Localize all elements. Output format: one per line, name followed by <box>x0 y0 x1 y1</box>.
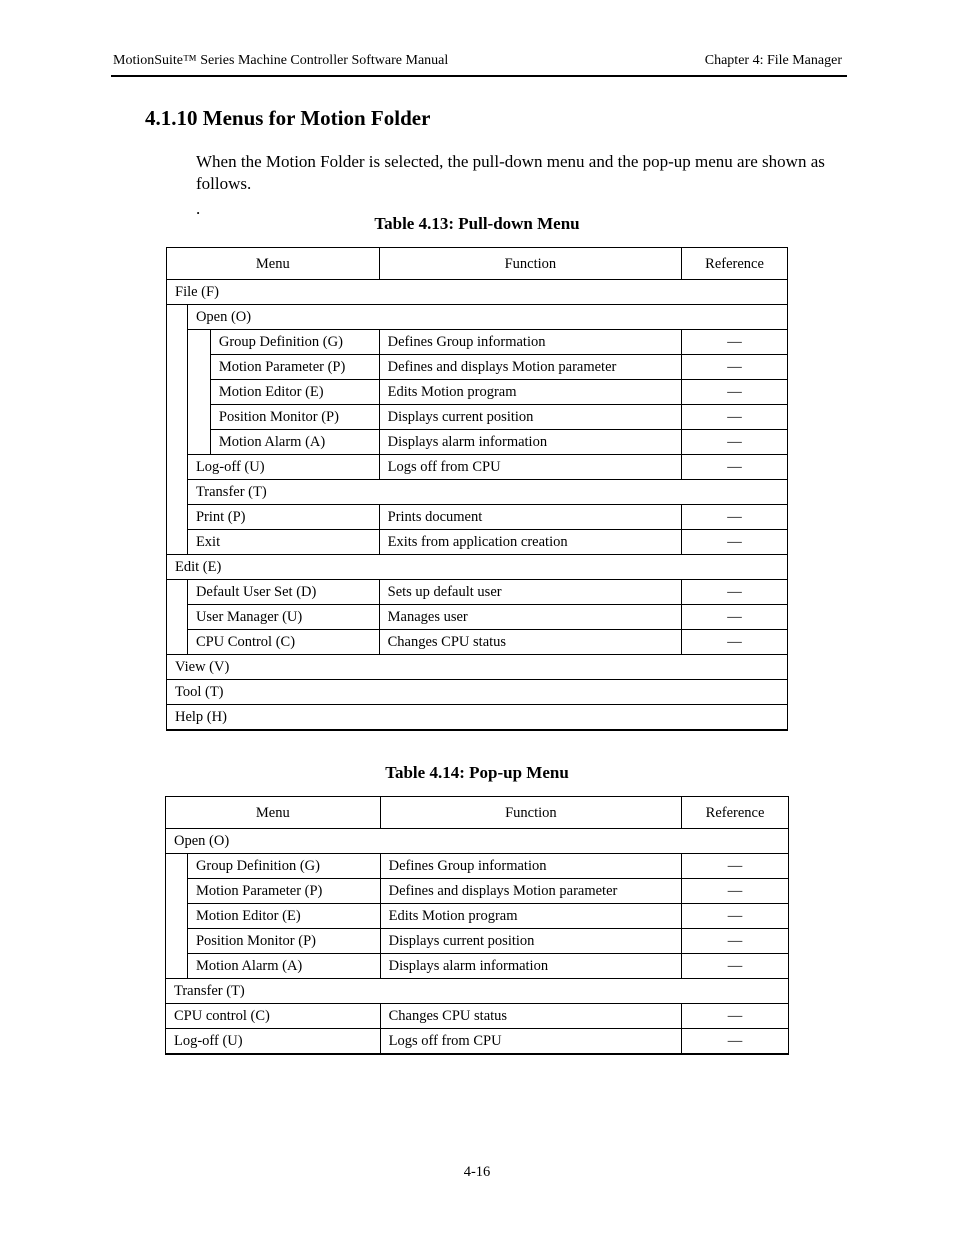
menu-item-label: Motion Editor (E) <box>210 380 379 405</box>
menu-function: Edits Motion program <box>379 380 681 405</box>
menu-group-label: Open (O) <box>166 829 789 854</box>
menu-group-label: Transfer (T) <box>166 979 789 1004</box>
menu-reference: — <box>682 630 788 655</box>
menu-function: Displays current position <box>380 929 681 954</box>
menu-reference: — <box>682 1029 789 1055</box>
indent-spacer <box>167 305 188 555</box>
menu-function: Prints document <box>379 505 681 530</box>
menu-item-label: Motion Parameter (P) <box>187 879 380 904</box>
menu-function: Logs off from CPU <box>379 455 681 480</box>
intro-paragraph: When the Motion Folder is selected, the pull-down menu and the pop-up menu are shown as follows. <box>196 152 825 193</box>
column-header: Menu <box>166 797 381 829</box>
menu-reference: — <box>682 455 788 480</box>
menu-group-label: Tool (T) <box>167 680 788 705</box>
table-row <box>167 655 788 680</box>
table-row <box>167 355 788 380</box>
table-row <box>167 530 788 555</box>
menu-reference: — <box>682 430 788 455</box>
menu-item-label: Motion Alarm (A) <box>210 430 379 455</box>
menu-reference: — <box>682 954 789 979</box>
menu-reference: — <box>682 505 788 530</box>
menu-function: Changes CPU status <box>380 1004 681 1029</box>
table-row <box>167 455 788 480</box>
column-header: Function <box>380 797 681 829</box>
menu-reference: — <box>682 854 789 879</box>
page-header <box>111 51 847 77</box>
menu-group-label: Transfer (T) <box>187 480 787 505</box>
menu-item-label: Motion Editor (E) <box>187 904 380 929</box>
table-row <box>166 954 789 979</box>
menu-group-label: Help (H) <box>167 705 788 731</box>
menu-item-label: Exit <box>187 530 379 555</box>
menu-group-label: File (F) <box>167 280 788 305</box>
section-title: 4.1.10 Menus for Motion Folder <box>145 106 431 130</box>
page-number: 4-16 <box>463 1164 491 1180</box>
table-header-row <box>167 248 788 280</box>
menu-function: Defines Group information <box>380 854 681 879</box>
table-row <box>167 280 788 305</box>
menu-item-label: Log-off (U) <box>166 1029 381 1055</box>
column-header: Reference <box>682 248 788 280</box>
menu-item-label: Position Monitor (P) <box>210 405 379 430</box>
column-header: Menu <box>167 248 380 280</box>
table-row <box>166 1004 789 1029</box>
column-header: Function <box>379 248 681 280</box>
menu-function: Logs off from CPU <box>380 1029 681 1055</box>
chapter-title: Chapter 4: File Manager <box>704 53 842 68</box>
table-row <box>167 505 788 530</box>
menu-group-label: Edit (E) <box>167 555 788 580</box>
manual-title: MotionSuite™ Series Machine Controller Software Manual <box>113 53 449 68</box>
pop-up-menu-table <box>165 796 789 1055</box>
table-row <box>166 929 789 954</box>
menu-function: Changes CPU status <box>379 630 681 655</box>
menu-reference: — <box>682 530 788 555</box>
table-row <box>167 555 788 580</box>
menu-reference: — <box>682 405 788 430</box>
table-row <box>167 605 788 630</box>
menu-item-label: Print (P) <box>187 505 379 530</box>
table-row <box>167 580 788 605</box>
menu-item-label: CPU control (C) <box>166 1004 381 1029</box>
table-row <box>167 305 788 330</box>
table-row <box>166 1029 789 1055</box>
menu-group-label: Open (O) <box>187 305 787 330</box>
table-row <box>167 630 788 655</box>
menu-function: Displays current position <box>379 405 681 430</box>
table-header-row <box>166 797 789 829</box>
menu-function: Displays alarm information <box>379 430 681 455</box>
indent-spacer <box>187 330 210 455</box>
table-row <box>166 854 789 879</box>
menu-function: Defines and displays Motion parameter <box>380 879 681 904</box>
menu-item-label: Motion Alarm (A) <box>187 954 380 979</box>
table-row <box>167 680 788 705</box>
menu-reference: — <box>682 879 789 904</box>
indent-spacer <box>167 580 188 655</box>
menu-item-label: Group Definition (G) <box>210 330 379 355</box>
menu-function: Defines and displays Motion parameter <box>379 355 681 380</box>
table-row <box>167 380 788 405</box>
table-4-13-caption: Table 4.13: Pull-down Menu <box>374 214 580 233</box>
table-row <box>166 904 789 929</box>
table-row <box>167 480 788 505</box>
menu-reference: — <box>682 355 788 380</box>
menu-item-label: Default User Set (D) <box>187 580 379 605</box>
pull-down-menu-table <box>166 247 788 731</box>
menu-function: Manages user <box>379 605 681 630</box>
menu-reference: — <box>682 380 788 405</box>
menu-function: Edits Motion program <box>380 904 681 929</box>
column-header: Reference <box>682 797 789 829</box>
table-row <box>167 405 788 430</box>
menu-item-label: Motion Parameter (P) <box>210 355 379 380</box>
indent-spacer <box>166 854 188 979</box>
menu-reference: — <box>682 330 788 355</box>
menu-group-label: View (V) <box>167 655 788 680</box>
table-row <box>167 330 788 355</box>
table-row <box>166 979 789 1004</box>
menu-function: Defines Group information <box>379 330 681 355</box>
table-row <box>167 705 788 731</box>
menu-reference: — <box>682 580 788 605</box>
table-4-14-caption: Table 4.14: Pop-up Menu <box>385 763 569 782</box>
menu-item-label: Log-off (U) <box>187 455 379 480</box>
menu-item-label: User Manager (U) <box>187 605 379 630</box>
stray-period: . <box>196 199 201 218</box>
table-row <box>167 430 788 455</box>
menu-reference: — <box>682 904 789 929</box>
menu-function: Exits from application creation <box>379 530 681 555</box>
menu-function: Displays alarm information <box>380 954 681 979</box>
menu-item-label: CPU Control (C) <box>187 630 379 655</box>
menu-reference: — <box>682 1004 789 1029</box>
table-row <box>166 879 789 904</box>
menu-function: Sets up default user <box>379 580 681 605</box>
menu-item-label: Group Definition (G) <box>187 854 380 879</box>
menu-reference: — <box>682 605 788 630</box>
menu-reference: — <box>682 929 789 954</box>
table-row <box>166 829 789 854</box>
menu-item-label: Position Monitor (P) <box>187 929 380 954</box>
